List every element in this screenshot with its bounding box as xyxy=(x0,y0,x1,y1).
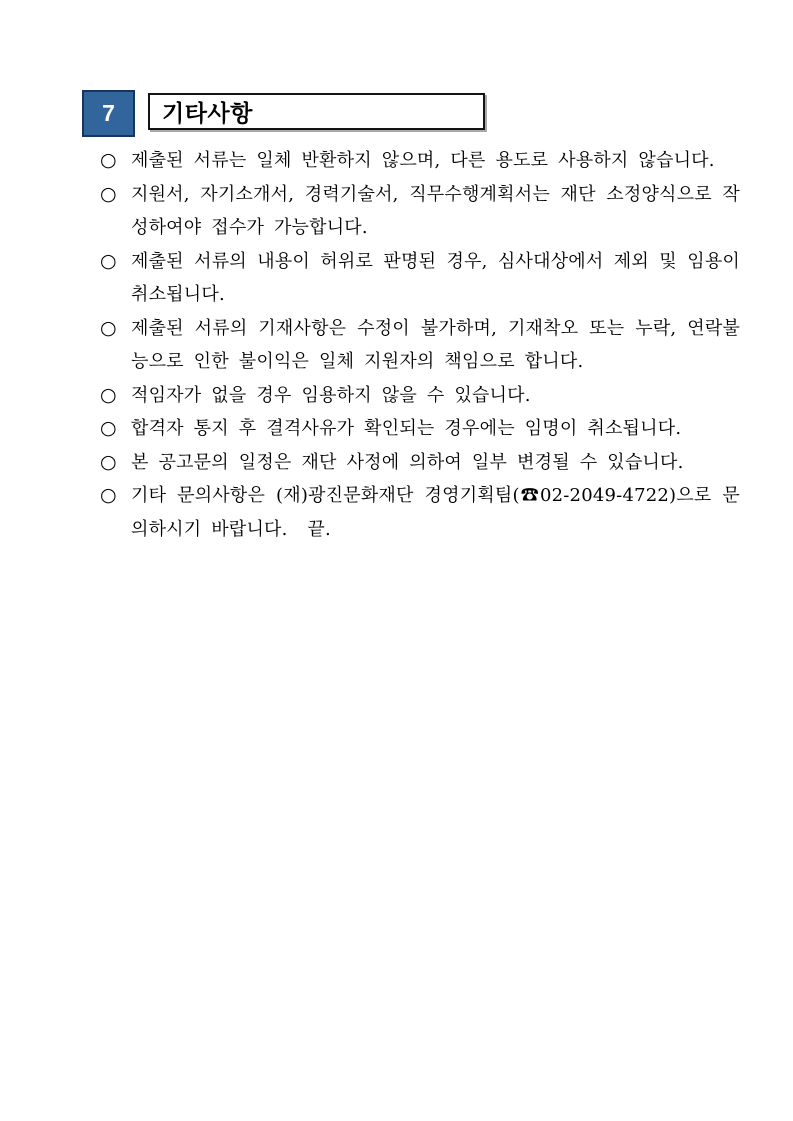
list-item xyxy=(100,412,740,446)
list-item xyxy=(100,245,740,312)
list-item xyxy=(100,446,740,480)
section-number: 7 xyxy=(102,100,115,126)
bullet-circle-icon: ○ xyxy=(100,249,117,272)
list-item-text: 합격자 통지 후 결격사유가 확인되는 경우에는 임명이 취소됩니다. xyxy=(131,418,682,439)
list-item xyxy=(100,479,740,546)
bullet-circle-icon: ○ xyxy=(100,182,117,205)
bullet-list xyxy=(100,144,740,546)
section-title: 기타사항 xyxy=(162,101,253,127)
list-item-text: 제출된 서류는 일체 반환하지 않으며, 다른 용도로 사용하지 않습니다. xyxy=(131,150,715,171)
bullet-circle-icon: ○ xyxy=(100,383,117,406)
list-item-text: 제출된 서류의 기재사항은 수정이 불가하며, 기재착오 또는 누락, 연락불능으로 인한 불이익은 일체 지원자의 책임으로 합니다. xyxy=(131,317,740,372)
bullet-circle-icon: ○ xyxy=(100,316,117,339)
list-item-text: 적임자가 없을 경우 임용하지 않을 수 있습니다. xyxy=(131,384,531,406)
section-header xyxy=(82,90,485,137)
list-item-text: 제출된 서류의 내용이 허위로 판명된 경우, 심사대상에서 제외 및 임용이 취소됩니다. xyxy=(131,250,740,305)
list-item xyxy=(100,178,740,245)
section-number-badge xyxy=(82,90,135,137)
list-item xyxy=(100,312,740,379)
list-item-text: 본 공고문의 일정은 재단 사정에 의하여 일부 변경될 수 있습니다. xyxy=(131,451,684,473)
bullet-circle-icon: ○ xyxy=(100,484,117,506)
bullet-circle-icon: ○ xyxy=(100,450,117,473)
section-title-box xyxy=(148,93,485,130)
bullet-circle-icon: ○ xyxy=(100,417,117,439)
list-item-text: 지원서, 자기소개서, 경력기술서, 직무수행계획서는 재단 소정양식으로 작성하여야 접수가 가능합니다. xyxy=(131,183,740,238)
list-item xyxy=(100,144,740,178)
list-item xyxy=(100,379,740,413)
bullet-circle-icon: ○ xyxy=(100,149,117,171)
list-item-text: 기타 문의사항은 (재)광진문화재단 경영기획팀(☎02-2049-4722)으로 문의하시기 바랍니다. 끝. xyxy=(131,485,740,540)
